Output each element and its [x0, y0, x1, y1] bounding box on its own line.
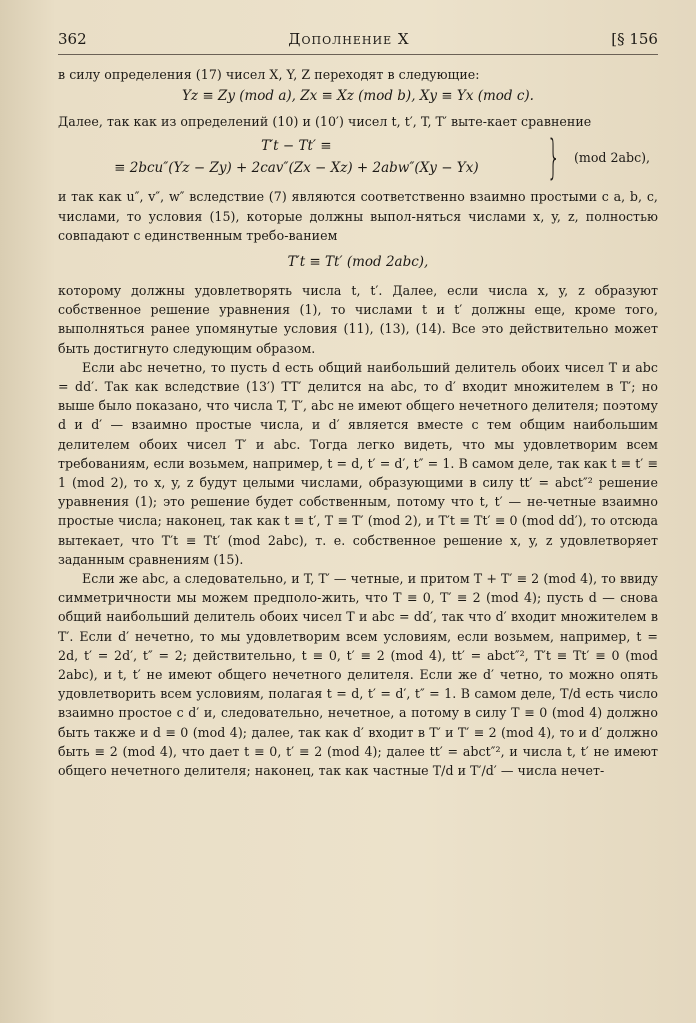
running-header	[58, 30, 658, 55]
text-paragraph: которому должны удовлетворять числа t, t′. Далее, если числа x, y, z образуют собственное решение уравнения (1), то числами t и t′ должны еще, кроме того, выполняться ранее упомянутые условия (11), (13), (14). Все это действительно может быть достигнуто следующим образом.	[58, 283, 658, 356]
text-paragraph: Если же abc, а следовательно, и T, T′ — четные, и притом T + T′ ≡ 2 (mod 4), то ввиду симметричности мы можем предполо-жить, что T ≡ 0, T′ ≡ 2 (mod 4); пусть d — снова общий наибольший делитель обоих чисел T и abc = dd′, так что d′ входит множителем в T′. Если d′ нечетно, то мы удовлетворим всем условиям, если возьмем, например, t = 2d, t′ = 2d′, t″ = 2; действительно, t ≡ 0, t′ ≡ 2 (mod 4), tt′ = abct″², T′t ≡ Tt′ ≡ 0 (mod 2abc), и t, t′ не имеют общего нечетного делителя. Если же d′ четно, то можно опять удовлетворить всем условиям, полагая t = d, t′ = d′, t″ = 1. В самом деле, T/d есть число взаимно простое с d′ и, следовательно, нечетное, а потому в силу T ≡ 0 (mod 4) должно быть также и d ≡ 0 (mod 4); далее, так как d′ входит в T′ и T′ ≡ 2 (mod 4), то и d′ должно быть ≡ 2 (mod 4), что дает t ≡ 0, t′ ≡ 2 (mod 4); далее tt′ = abct″², и числа t, t′ не имеют общего нечетного делителя; наконец, так как частные T/d и T′/d′ — числа нечет-	[58, 571, 658, 779]
brace-icon: }	[546, 130, 560, 185]
equation-modulus: (mod 2abc),	[574, 149, 651, 165]
equation-line: ≡ 2bcu″(Yz − Zy) + 2cav″(Zx − Xz) + 2abw″(Xy − Yx)	[114, 160, 479, 177]
equation-congruences: Yz ≡ Zy (mod a), Zx ≡ Xz (mod b), Xy ≡ Yx (mod c).	[182, 88, 534, 105]
section-number: [§ 156	[611, 30, 658, 48]
text-paragraph: и так как u″, v″, w″ вследствие (7) являются соответственно взаимно простыми с a, b, c, числами, то условия (15), которые должны выпол-няться числами x, y, z, полностью совпадают с единственным требо-ванием	[58, 189, 658, 243]
text-paragraph: Далее, так как из определений (10) и (10′) чисел t, t′, T, T′ выте-кает сравнение	[58, 114, 592, 130]
page-number: 362	[58, 30, 87, 48]
running-title: Дополнение X	[288, 30, 410, 48]
text-line: в силу определения (17) чисел X, Y, Z переходят в следующие:	[58, 67, 480, 82]
text-paragraph: Если abc нечетно, то пусть d есть общий наибольший делитель обоих чисел T и abc = dd′. Так как вследствие (13′) TT′ делится на abc, то d′ входит множителем в T′; но выше было показано, что числа T, T′, abc не имеют общего нечетного делителя; поэтому d и d′ — взаимно простые числа, и d′ является вместе с тем общим наибольшим делителем обоих чисел T′ и abc. Тогда легко видеть, что мы удовлетворим всем требованиям, если возьмем, например, t = d, t′ = d′, t″ = 1. В самом деле, так как t ≡ t′ ≡ 1 (mod 2), то x, y, z будут целыми числами, образующими в силу tt′ = abct″² решение уравнения (1); это решение будет собственным, потому что t, t′ — не-четные взаимно простые числа; наконец, так как t ≡ t′, T ≡ T′ (mod 2), и T′t ≡ Tt′ ≡ 0 (mod dd′), то отсюда вытекает, что T′t ≡ Tt′ (mod 2abc), т. е. собственное решение x, y, z удовлетворяет заданным сравнениям (15).	[58, 359, 658, 567]
equation-line: T′t − Tt′ ≡	[261, 138, 332, 155]
equation-system	[58, 130, 658, 185]
equation-requirement: T′t ≡ Tt′ (mod 2abc),	[287, 254, 429, 271]
